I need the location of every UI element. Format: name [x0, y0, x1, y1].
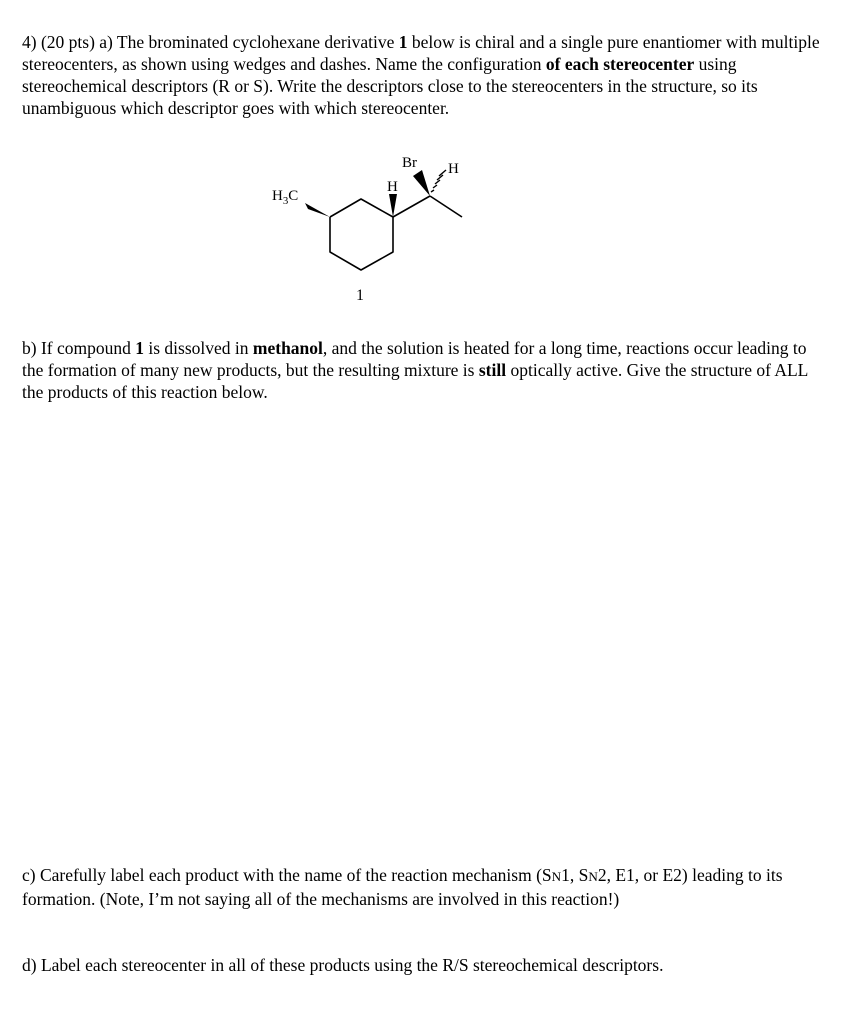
bond-methyl-side	[430, 196, 462, 217]
bond-ring-to-cbr	[393, 196, 430, 217]
cyclohexane-ring	[330, 199, 393, 270]
part-c-sn2-subscript: N	[588, 869, 598, 884]
wedge-bond-ring-h	[389, 194, 397, 217]
compound-number-label: 1	[356, 287, 364, 304]
part-a-emphasis: of each stereocenter	[545, 54, 695, 74]
part-d-text: d) Label each stereocenter in all of these products using the R/S stereochemical descriptors.	[22, 955, 664, 975]
side-h-label: H	[448, 161, 459, 177]
part-b-text-3: , and the solution is heated for a long time, reactions occur leading to the formation of many new products, but the resulting mixture is	[22, 338, 807, 380]
question-part-d	[22, 954, 822, 976]
part-b-text-2: is dissolved in	[144, 338, 253, 358]
part-b-solvent: methanol	[252, 338, 323, 358]
part-c-text-3: 2, E1, or E2) leading to its formation. (Note, I’m not saying all of the mechanisms are involved in this reaction!)	[22, 865, 783, 909]
question-part-c	[22, 864, 822, 910]
part-c-text-1: c) Carefully label each product with the name of the reaction mechanism (S	[22, 865, 552, 885]
wedge-bond-br	[413, 170, 430, 196]
wedge-bond-methyl	[305, 203, 330, 217]
part-b-text-4: optically active. Give the structure of ALL the products of this reaction below.	[22, 360, 808, 402]
part-a-text-1: 4) (20 pts) a) The brominated cyclohexane derivative	[22, 32, 399, 52]
part-c-sn1-subscript: N	[551, 869, 562, 884]
question-part-a	[22, 31, 822, 119]
bromine-label: Br	[402, 155, 417, 171]
ring-h-label: H	[387, 179, 398, 195]
part-b-compound-number: 1	[135, 338, 144, 358]
part-c-text-2: 1, S	[561, 865, 589, 885]
part-b-still: still	[478, 360, 507, 380]
part-b-text-1: b) If compound	[22, 338, 136, 358]
part-a-compound-number: 1	[398, 32, 408, 52]
hashed-bond-h	[431, 170, 446, 192]
part-a-text-3: using stereochemical descriptors (R or S). Write the descriptors close to the stereocenters in the structure, so its unambiguous which descriptor goes with which stereocenter.	[22, 54, 758, 118]
methyl-label: $H_3C$	[272, 188, 299, 207]
question-part-b	[22, 337, 822, 403]
compound-1-structure	[250, 148, 490, 308]
part-a-text-2: below is chiral and a single pure enantiomer with multiple stereocenters, as shown using wedges and dashes. Name the configuration	[22, 32, 820, 74]
